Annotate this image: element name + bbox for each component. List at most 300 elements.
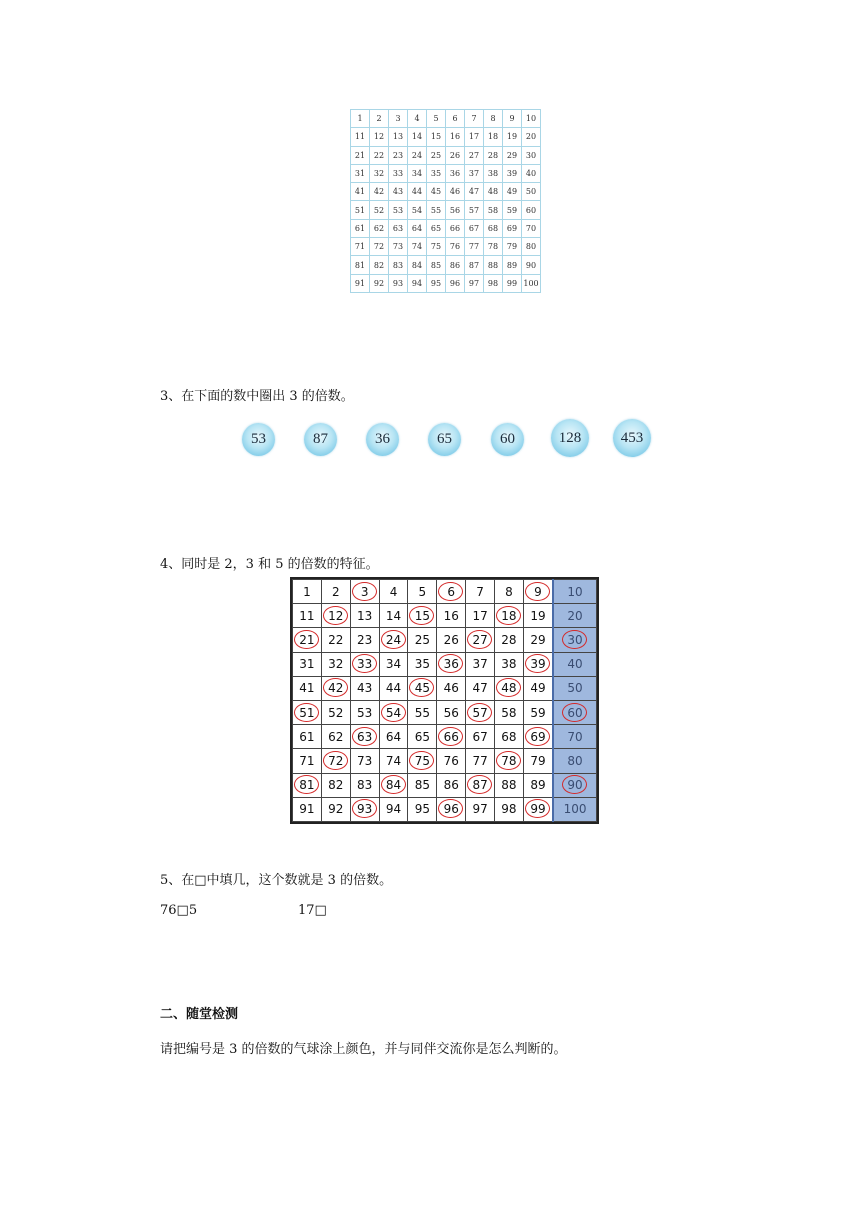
grid-cell (321, 676, 350, 700)
grid-cell: 100 (522, 274, 541, 292)
grid-cell: 87 (465, 256, 484, 274)
number-ball: 60 (491, 423, 524, 456)
grid-cell (350, 628, 379, 652)
grid-cell (437, 749, 466, 773)
cell-number: 59 (530, 705, 546, 720)
grid-cell: 5 (427, 110, 446, 128)
grid-cell: 72 (370, 238, 389, 256)
grid-cell (437, 676, 466, 700)
grid-row (351, 238, 541, 256)
cell-number: 56 (443, 705, 459, 720)
grid-cell (379, 652, 408, 676)
grid-cell: 37 (465, 164, 484, 182)
cell-number: 16 (443, 608, 459, 623)
grid-cell: 73 (389, 238, 408, 256)
grid-cell (350, 797, 379, 821)
cell-number: 64 (385, 729, 402, 744)
circle-mark (525, 799, 550, 818)
grid-cell (350, 580, 379, 604)
grid-cell: 84 (408, 256, 427, 274)
grid-cell: 26 (446, 146, 465, 164)
grid-cell-tens (553, 652, 596, 676)
cell-number: 61 (299, 729, 315, 744)
grid-cell (350, 652, 379, 676)
grid-cell: 75 (427, 238, 446, 256)
cell-number: 78 (501, 753, 517, 768)
grid-cell: 90 (522, 256, 541, 274)
grid-cell: 35 (427, 164, 446, 182)
grid-cell (495, 749, 524, 773)
cell-number: 72 (328, 753, 344, 768)
cell-number: 29 (530, 632, 546, 647)
cell-number: 47 (472, 681, 488, 696)
grid-cell-tens (553, 604, 596, 628)
grid-row (293, 628, 597, 652)
grid-cell (321, 700, 350, 724)
cell-number: 71 (299, 753, 315, 768)
grid-cell: 32 (370, 164, 389, 182)
cell-number: 68 (501, 729, 517, 744)
cell-number: 70 (567, 729, 583, 744)
cell-number: 32 (328, 657, 344, 672)
cell-number: 25 (414, 632, 430, 647)
circle-mark (352, 799, 377, 818)
grid-cell: 42 (370, 183, 389, 201)
circle-mark (352, 727, 377, 746)
section-title: 二、随堂检测 (160, 1007, 239, 1022)
grid-cell (350, 676, 379, 700)
circle-mark (294, 703, 319, 722)
number-ball: 453 (613, 419, 651, 457)
cell-number: 3 (360, 584, 369, 599)
cell-number: 15 (414, 608, 430, 623)
grid-cell: 80 (522, 238, 541, 256)
grid-cell (495, 676, 524, 700)
grid-cell (437, 604, 466, 628)
cell-number: 39 (530, 657, 546, 672)
cell-number: 84 (385, 778, 402, 793)
grid-cell (466, 725, 495, 749)
grid-row (351, 183, 541, 201)
cell-number: 50 (567, 681, 583, 696)
grid-cell: 14 (408, 128, 427, 146)
cell-number: 41 (299, 681, 315, 696)
grid-cell (523, 773, 553, 797)
cell-number: 5 (418, 584, 427, 599)
cell-number: 89 (530, 778, 546, 793)
cell-number: 20 (567, 608, 583, 623)
grid-cell (437, 700, 466, 724)
cell-number: 55 (414, 705, 430, 720)
grid-row (351, 274, 541, 292)
cell-number: 65 (414, 729, 430, 744)
grid-cell: 61 (351, 219, 370, 237)
cell-number: 73 (357, 753, 373, 768)
grid-cell (408, 676, 437, 700)
grid-cell: 71 (351, 238, 370, 256)
grid-cell: 48 (484, 183, 503, 201)
grid-cell: 43 (389, 183, 408, 201)
cell-number: 90 (567, 778, 583, 793)
cell-number: 36 (443, 657, 459, 672)
cell-number: 91 (299, 802, 315, 817)
grid-cell: 49 (503, 183, 522, 201)
grid-cell: 53 (389, 201, 408, 219)
grid-cell (495, 797, 524, 821)
cell-number: 17 (472, 608, 488, 623)
cell-number: 49 (530, 681, 546, 696)
grid-cell-tens (553, 580, 596, 604)
grid-cell: 93 (389, 274, 408, 292)
grid-cell (379, 773, 408, 797)
grid-cell (466, 676, 495, 700)
grid-cell: 92 (370, 274, 389, 292)
circle-mark (352, 654, 377, 673)
grid-row (293, 749, 597, 773)
circle-mark (438, 582, 463, 601)
number-ball: 36 (366, 423, 399, 456)
grid-cell (350, 700, 379, 724)
grid-cell: 57 (465, 201, 484, 219)
circle-mark (323, 751, 348, 770)
cell-number: 82 (328, 778, 344, 793)
grid-cell (408, 628, 437, 652)
circle-mark (381, 775, 406, 794)
cell-number: 51 (299, 705, 315, 720)
grid-cell: 13 (389, 128, 408, 146)
grid-cell: 88 (484, 256, 503, 274)
grid-cell (523, 652, 553, 676)
cell-number: 58 (501, 705, 517, 720)
cell-number: 45 (414, 681, 430, 696)
grid-cell (379, 604, 408, 628)
grid-cell: 56 (446, 201, 465, 219)
cell-number: 4 (389, 584, 398, 599)
grid-cell (408, 652, 437, 676)
cell-number: 92 (328, 802, 344, 817)
grid-cell (379, 700, 408, 724)
grid-cell: 16 (446, 128, 465, 146)
grid-cell (293, 725, 322, 749)
grid-cell: 23 (389, 146, 408, 164)
grid-cell: 59 (503, 201, 522, 219)
cell-number: 97 (472, 802, 488, 817)
grid-cell (379, 797, 408, 821)
grid-cell: 17 (465, 128, 484, 146)
cell-number: 85 (414, 778, 430, 793)
grid-cell (523, 580, 553, 604)
cell-number: 10 (567, 584, 583, 599)
number-ball: 128 (551, 419, 589, 457)
grid-cell: 79 (503, 238, 522, 256)
grid-row (293, 652, 597, 676)
hundred-chart-circled (290, 577, 599, 824)
cell-number: 96 (443, 802, 459, 817)
grid-cell (466, 797, 495, 821)
grid-cell (293, 749, 322, 773)
cell-number: 13 (357, 608, 373, 623)
cell-number: 42 (328, 681, 344, 696)
grid-cell: 36 (446, 164, 465, 182)
grid-cell (293, 773, 322, 797)
grid-cell: 46 (446, 183, 465, 201)
grid-row (293, 773, 597, 797)
question-5-text: 5、在□中填几，这个数就是 3 的倍数。 (160, 873, 393, 888)
grid-cell (408, 749, 437, 773)
grid-cell-tens (553, 700, 596, 724)
grid-cell (523, 628, 553, 652)
circle-mark (525, 654, 550, 673)
grid-cell-tens (553, 749, 596, 773)
grid-cell: 69 (503, 219, 522, 237)
cell-number: 27 (472, 632, 488, 647)
grid-cell: 77 (465, 238, 484, 256)
grid-cell-tens (553, 725, 596, 749)
cell-number: 31 (299, 657, 315, 672)
grid-cell (350, 749, 379, 773)
grid-cell (466, 628, 495, 652)
grid-cell-tens (553, 797, 596, 821)
cell-number: 93 (357, 802, 373, 817)
cell-number: 53 (357, 705, 373, 720)
cell-number: 38 (501, 657, 517, 672)
grid-cell: 99 (503, 274, 522, 292)
cell-number: 77 (472, 753, 488, 768)
cell-number: 7 (476, 584, 484, 599)
grid-cell: 44 (408, 183, 427, 201)
circle-mark (294, 775, 319, 794)
grid-cell: 12 (370, 128, 389, 146)
grid-cell (495, 604, 524, 628)
cell-number: 95 (414, 802, 430, 817)
cell-number: 100 (563, 802, 587, 817)
cell-number: 48 (501, 681, 517, 696)
grid-cell (495, 773, 524, 797)
grid-cell (350, 773, 379, 797)
grid-cell: 39 (503, 164, 522, 182)
grid-cell: 31 (351, 164, 370, 182)
cell-number: 63 (357, 729, 373, 744)
cell-number: 43 (357, 681, 373, 696)
question-4-text: 4、同时是 2，3 和 5 的倍数的特征。 (160, 557, 379, 572)
circle-mark (438, 654, 463, 673)
grid-cell (408, 725, 437, 749)
grid-cell: 86 (446, 256, 465, 274)
grid-cell: 78 (484, 238, 503, 256)
grid-cell: 18 (484, 128, 503, 146)
grid-row (351, 128, 541, 146)
circle-mark (467, 703, 492, 722)
grid-cell: 25 (427, 146, 446, 164)
grid-cell (466, 580, 495, 604)
grid-cell (293, 604, 322, 628)
grid-cell (408, 580, 437, 604)
grid-cell: 20 (522, 128, 541, 146)
grid-cell: 97 (465, 274, 484, 292)
circle-mark (562, 703, 587, 722)
cell-number: 26 (443, 632, 459, 647)
grid-cell (466, 700, 495, 724)
cell-number: 99 (530, 802, 546, 817)
grid-cell: 58 (484, 201, 503, 219)
grid-cell: 7 (465, 110, 484, 128)
circle-mark (409, 751, 434, 770)
cell-number: 35 (414, 657, 430, 672)
number-ball: 65 (428, 423, 461, 456)
grid-cell: 55 (427, 201, 446, 219)
cell-number: 24 (385, 632, 402, 647)
number-ball: 53 (242, 423, 275, 456)
grid-cell: 67 (465, 219, 484, 237)
grid-cell: 81 (351, 256, 370, 274)
grid-cell: 38 (484, 164, 503, 182)
cell-number: 88 (501, 778, 517, 793)
cell-number: 30 (567, 632, 583, 647)
grid-cell: 85 (427, 256, 446, 274)
circle-mark (352, 582, 377, 601)
cell-number: 19 (530, 608, 546, 623)
cell-number: 40 (567, 657, 583, 672)
cell-number: 57 (472, 705, 488, 720)
grid-cell-tens (553, 773, 596, 797)
grid-cell (293, 652, 322, 676)
grid-cell (437, 652, 466, 676)
cell-number: 2 (331, 584, 340, 599)
grid-cell: 96 (446, 274, 465, 292)
grid-cell: 2 (370, 110, 389, 128)
cell-number: 81 (299, 778, 315, 793)
circle-mark (525, 727, 550, 746)
grid-cell: 50 (522, 183, 541, 201)
grid-cell: 27 (465, 146, 484, 164)
grid-cell: 33 (389, 164, 408, 182)
grid-cell: 66 (446, 219, 465, 237)
grid-cell: 94 (408, 274, 427, 292)
cell-number: 23 (357, 632, 373, 647)
cell-number: 22 (328, 632, 344, 647)
cell-number: 46 (443, 681, 459, 696)
cell-number: 9 (534, 584, 542, 599)
cell-number: 21 (299, 632, 315, 647)
grid-cell (437, 797, 466, 821)
grid-cell: 10 (522, 110, 541, 128)
cell-number: 8 (505, 584, 513, 599)
grid-cell (495, 580, 524, 604)
circle-mark (562, 775, 587, 794)
cell-number: 6 (447, 584, 456, 599)
grid-cell: 51 (351, 201, 370, 219)
grid-cell (437, 628, 466, 652)
grid-cell (321, 652, 350, 676)
cell-number: 28 (501, 632, 517, 647)
grid-cell (379, 580, 408, 604)
grid-cell: 91 (351, 274, 370, 292)
grid-cell: 40 (522, 164, 541, 182)
cell-number: 12 (328, 608, 344, 623)
cell-number: 86 (443, 778, 459, 793)
cell-number: 94 (385, 802, 402, 817)
grid-cell: 21 (351, 146, 370, 164)
cell-number: 44 (385, 681, 402, 696)
grid-cell: 63 (389, 219, 408, 237)
cell-number: 87 (472, 778, 488, 793)
cell-number: 75 (414, 753, 430, 768)
grid-cell (523, 676, 553, 700)
cell-number: 52 (328, 705, 344, 720)
circle-mark (381, 630, 406, 649)
grid-cell (495, 652, 524, 676)
grid-cell (379, 749, 408, 773)
grid-cell: 3 (389, 110, 408, 128)
cell-number: 34 (385, 657, 402, 672)
grid-cell: 30 (522, 146, 541, 164)
grid-cell (293, 580, 322, 604)
grid-cell (408, 797, 437, 821)
cell-number: 18 (501, 608, 517, 623)
grid-cell (379, 676, 408, 700)
circle-mark (438, 727, 463, 746)
circle-mark (294, 630, 319, 649)
grid-cell: 34 (408, 164, 427, 182)
grid-cell: 68 (484, 219, 503, 237)
grid-cell: 70 (522, 219, 541, 237)
grid-cell: 15 (427, 128, 446, 146)
grid-cell (293, 628, 322, 652)
grid-cell (321, 773, 350, 797)
grid-cell: 76 (446, 238, 465, 256)
grid-cell: 64 (408, 219, 427, 237)
grid-cell (466, 749, 495, 773)
grid-cell (437, 773, 466, 797)
grid-cell (523, 725, 553, 749)
grid-cell (379, 725, 408, 749)
cell-number: 66 (443, 729, 459, 744)
cell-number: 60 (567, 705, 583, 720)
grid-cell (408, 773, 437, 797)
grid-cell (408, 700, 437, 724)
hundred-chart-small (350, 109, 541, 293)
cell-number: 98 (501, 802, 517, 817)
grid-cell (321, 749, 350, 773)
cell-number: 11 (299, 608, 315, 623)
grid-cell: 29 (503, 146, 522, 164)
grid-cell: 6 (446, 110, 465, 128)
grid-row (351, 219, 541, 237)
circle-mark (467, 630, 492, 649)
grid-row (293, 604, 597, 628)
cell-number: 54 (385, 705, 402, 720)
grid-row (293, 700, 597, 724)
grid-cell (523, 604, 553, 628)
cell-number: 76 (443, 753, 459, 768)
circle-mark (496, 678, 521, 697)
circle-mark (438, 799, 463, 818)
grid-row (351, 201, 541, 219)
grid-cell: 22 (370, 146, 389, 164)
cell-number: 69 (530, 729, 546, 744)
cell-number: 79 (530, 753, 546, 768)
cell-number: 1 (303, 584, 311, 599)
grid-row (351, 146, 541, 164)
grid-row (293, 797, 597, 821)
grid-cell (321, 604, 350, 628)
cell-number: 67 (472, 729, 488, 744)
cell-number: 80 (567, 753, 583, 768)
circle-mark (409, 678, 434, 697)
grid-cell (466, 773, 495, 797)
grid-cell (437, 580, 466, 604)
grid-cell: 1 (351, 110, 370, 128)
